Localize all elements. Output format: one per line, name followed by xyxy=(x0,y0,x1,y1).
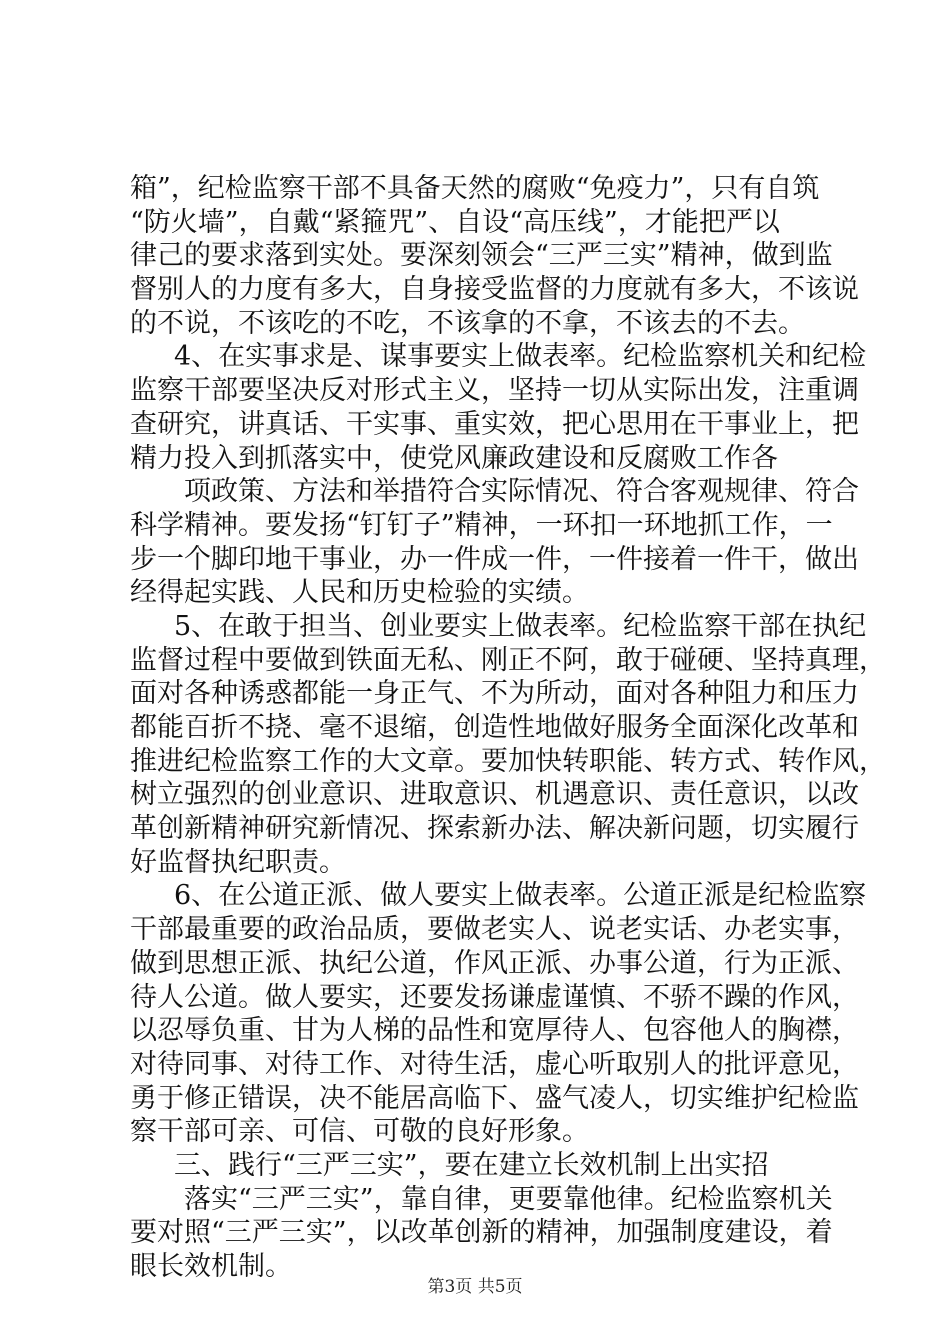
body-line: 对待同事、对待工作、对待生活，虚心听取别人的批评意见， xyxy=(130,1048,859,1080)
section-5-heading-line: 5、在敢于担当、创业要实上做表率。纪检监察干部在执纪 xyxy=(174,610,867,642)
body-line: 监督过程中要做到铁面无私、刚正不阿，敢于碰硬、坚持真理， xyxy=(130,644,886,676)
body-line: 科学精神。要发扬“钉钉子”精神，一环扣一环地抓工作，一 xyxy=(130,509,833,541)
body-line: 的不说，不该吃的不吃，不该拿的不拿，不该去的不去。 xyxy=(130,307,805,339)
body-line: 待人公道。做人要实，还要发扬谦虚谨慎、不骄不躁的作风， xyxy=(130,981,859,1013)
body-line: 都能百折不挠、毫不退缩，创造性地做好服务全面深化改革和 xyxy=(130,712,859,743)
body-line: 律己的要求落到实处。要深刻领会“三严三实”精神，做到监 xyxy=(130,240,833,272)
body-line: 勇于修正错误，决不能居高临下、盛气凌人，切实维护纪检监 xyxy=(130,1082,859,1114)
page-number-footer: 第3页 共5页 xyxy=(427,1277,523,1297)
body-line: “防火墙”，自戴“紧箍咒”、自设“高压线”，才能把严以 xyxy=(130,206,780,238)
body-line: 面对各种诱惑都能一身正气、不为所动，面对各种阻力和压力 xyxy=(130,678,859,710)
body-line: 精力投入到抓落实中，使党风廉政建设和反腐败工作各 xyxy=(130,442,778,474)
body-line: 监察干部要坚决反对形式主义，坚持一切从实际出发，注重调 xyxy=(130,375,859,407)
body-line: 要对照“三严三实”，以改革创新的精神，加强制度建设，着 xyxy=(130,1217,833,1249)
body-line: 经得起实践、人民和历史检验的实绩。 xyxy=(130,577,589,609)
body-line: 以忍辱负重、甘为人梯的品性和宽厚待人、包容他人的胸襟， xyxy=(130,1015,859,1047)
body-line: 项政策、方法和举措符合实际情况、符合客观规律、符合 xyxy=(184,476,859,508)
body-line: 箱”，纪检监察干部不具备天然的腐败“免疫力”，只有自筑 xyxy=(130,173,820,204)
body-line: 推进纪检监察工作的大文章。要加快转职能、转方式、转作风， xyxy=(130,745,886,777)
body-line: 察干部可亲、可信、可敬的良好形象。 xyxy=(130,1116,589,1148)
body-line: 树立强烈的创业意识、进取意识、机遇意识、责任意识，以改 xyxy=(130,779,859,811)
body-line: 眼长效机制。 xyxy=(130,1251,292,1282)
body-line: 革创新精神研究新情况、探索新办法、解决新问题，切实履行 xyxy=(130,813,859,845)
section-three-heading: 三、践行“三严三实”，要在建立长效机制上出实招 xyxy=(174,1149,769,1181)
body-line: 督别人的力度有多大，自身接受监督的力度就有多大，不该说 xyxy=(130,274,859,306)
body-line: 好监督执纪职责。 xyxy=(130,846,346,878)
body-line: 步一个脚印地干事业，办一件成一件，一件接着一件干，做出 xyxy=(130,543,859,575)
section-4-heading-line: 4、在实事求是、谋事要实上做表率。纪检监察机关和纪检 xyxy=(174,341,867,373)
body-line: 查研究，讲真话、干实事、重实效，把心思用在干事业上，把 xyxy=(130,408,859,440)
document-body xyxy=(130,172,886,1284)
body-line: 做到思想正派、执纪公道，作风正派、办事公道，行为正派、 xyxy=(130,947,859,979)
section-6-heading-line: 6、在公道正派、做人要实上做表率。公道正派是纪检监察 xyxy=(174,880,867,912)
body-line: 落实“三严三实”，靠自律，更要靠他律。纪检监察机关 xyxy=(184,1183,833,1215)
body-line: 干部最重要的政治品质，要做老实人、说老实话、办老实事， xyxy=(130,914,859,946)
